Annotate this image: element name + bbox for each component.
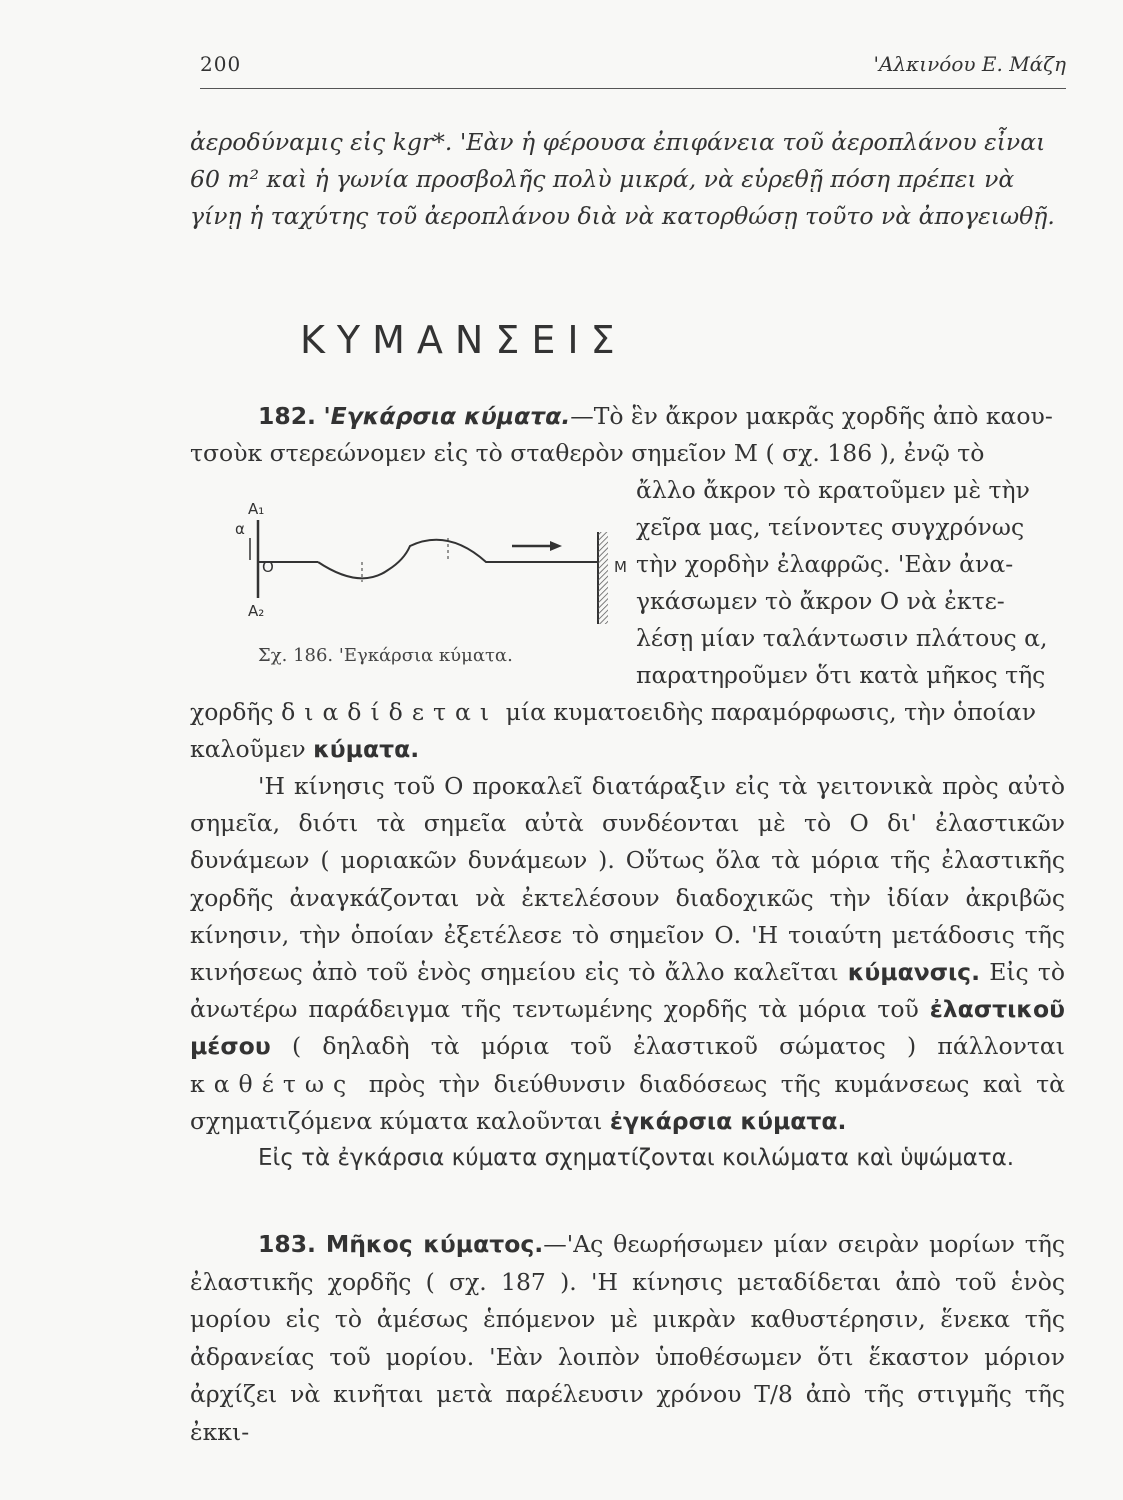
section-number: 182. — [258, 402, 316, 430]
running-author: 'Αλκινόου Ε. Μάζη — [873, 52, 1066, 76]
section-title: Μῆκος κύματος. — [325, 1230, 544, 1258]
arrow-head — [550, 541, 562, 551]
exercise-line: ἀεροδύναμις εἰς kgr*. 'Εὰν ἡ φέρουσα ἐπιφάνεια τοῦ ἀεροπλάνου εἶναι — [190, 128, 1046, 156]
section-title: 'Εγκάρσια κύματα. — [323, 402, 571, 430]
wrap-line: γκάσωμεν τὸ ἄκρον Ο νὰ ἐκτε- — [636, 587, 1005, 615]
section-line — [190, 694, 1065, 731]
label-m: M — [614, 558, 627, 576]
spaced-text: διαδίδεται — [281, 698, 499, 726]
label-a1: A₁ — [248, 500, 265, 518]
paragraph-kymansis — [190, 768, 1065, 1140]
label-o: O — [262, 558, 274, 576]
wrap-line: παρατηροῦμεν ὅτι κατὰ μῆκος τῆς — [636, 661, 1046, 689]
section-text: —'Ας θεωρήσωμεν μίαν σειρὰν μορίων τῆς ἐλαστικῆς χορδῆς ( σχ. 187 ). 'Η κίνησις μεταδίδεται ἀπὸ τοῦ ἑνὸς μορίου εἰς τὸ ἀμέσως ἑπόμενον μὲ μικρὰν καθυστέρησιν, ἕνεκα τῆς ἀδρανείας τοῦ μορίου. 'Εὰν λοιπὸν ὑποθέσωμεν ὅτι ἕκαστον μόριον ἀρχίζει νὰ κινῆται μετὰ παρέλευσιν χρόνου Τ/8 ἀπὸ τῆς στιγμῆς τῆς ἐκκι- — [190, 1230, 1065, 1446]
figure-caption: Σχ. 186. 'Εγκάρσια κύματα. — [258, 645, 513, 666]
chapter-title: ΚΥΜΑΝΣΕΙΣ — [300, 318, 627, 362]
spaced-text: καθέτως — [190, 1069, 356, 1098]
section-182-opening — [190, 398, 1065, 472]
section-182-first-line — [190, 398, 1065, 435]
page-number: 200 — [200, 52, 242, 76]
wrapped-text — [636, 472, 1066, 694]
text-span: ( δηλαδὴ τὰ μόρια τοῦ ἐλαστικοῦ σώματος ) πάλλονται — [291, 1032, 1065, 1061]
text-span: Εἰς τὸ ἀνωτέρω παράδειγμα τῆς τεντωμένης χορδῆς τὰ μόρια τοῦ — [190, 958, 1065, 1024]
section-183 — [190, 1226, 1065, 1451]
bold-term: ἐγκάρσια κύματα. — [609, 1106, 847, 1135]
wrap-line: λέσῃ μίαν ταλάντωσιν πλάτους α, — [636, 624, 1048, 652]
bold-term: ἐλαστικοῦ μέσου — [190, 995, 1065, 1061]
wrap-line: ἄλλο ἄκρον τὸ κρατοῦμεν μὲ τὴν — [636, 476, 1030, 504]
label-a2: A₂ — [248, 602, 265, 620]
bold-term: κύματα. — [313, 735, 420, 763]
section-number: 183. — [258, 1230, 316, 1258]
label-alpha: α — [235, 520, 245, 538]
section-182-close — [190, 694, 1065, 768]
text-span: καλοῦμεν — [190, 735, 306, 763]
section-line: τσοὺκ στερεώνομεν εἰς τὸ σταθερὸν σημεῖον Μ ( σχ. 186 ), ἐνῷ τὸ — [190, 439, 985, 467]
wrap-line: τὴν χορδὴν ἐλαφρῶς. 'Εὰν ἀνα- — [636, 550, 1014, 578]
wall-hatch — [598, 532, 608, 624]
text-span: 'Η κίνησις τοῦ Ο προκαλεῖ διατάραξιν εἰς τὰ γειτονικὰ πρὸς αὐτὸ σημεῖα, διότι τὰ σημεῖα αὐτὰ συνδέονται μὲ τὸ Ο δι' ἐλαστικῶν δυνάμεων ( μοριακῶν δυνάμεων ). Οὕτως ὅλα τὰ μόρια τῆς ἐλαστικῆς χορδῆς ἀναγκάζονται νὰ ἐκτελέσουν διαδοχικῶς τὴν ἰδίαν ἀκριβῶς κίνησιν, τὴν ὁποίαν ἐξετέλεσε τὸ σημεῖον Ο. 'Η τοιαύτη μετάδοσις τῆς κινήσεως ἀπὸ τοῦ ἑνὸς σημείου εἰς τὸ ἄλλο καλεῖται — [190, 772, 1065, 987]
section-text: —Τὸ ἓν ἄκρον μακρᾶς χορδῆς ἀπὸ καου- — [570, 402, 1053, 430]
section-line — [190, 731, 1065, 768]
exercise-line: γίνῃ ἡ ταχύτης τοῦ ἀεροπλάνου διὰ νὰ κατορθώσῃ τοῦτο νὰ ἀπογειωθῇ. — [190, 202, 1055, 230]
bold-term: κύμανσις. — [847, 958, 981, 987]
running-header — [200, 48, 1066, 89]
paragraph-troughs-crests: Εἰς τὰ ἐγκάρσια κύματα σχηματίζονται κοιλώματα καὶ ὑψώματα. — [258, 1145, 1015, 1171]
text-span: χορδῆς — [190, 698, 274, 726]
exercise-text — [190, 124, 1065, 235]
text-span: μία κυματοειδὴς παραμόρφωσις, τὴν ὁποίαν — [505, 698, 1037, 726]
wrap-line: χεῖρα μας, τείνοντες συγχρόνως — [636, 513, 1025, 541]
text-span: πρὸς τὴν διεύθυνσιν διαδόσεως τῆς κυμάνσεως καὶ τὰ σχηματιζόμενα κύματα καλοῦνται — [190, 1069, 1065, 1135]
exercise-line: 60 m² καὶ ἡ γωνία προσβολῆς πολὺ μικρά, νὰ εὑρεθῇ πόση πρέπει νὰ — [190, 165, 1015, 193]
